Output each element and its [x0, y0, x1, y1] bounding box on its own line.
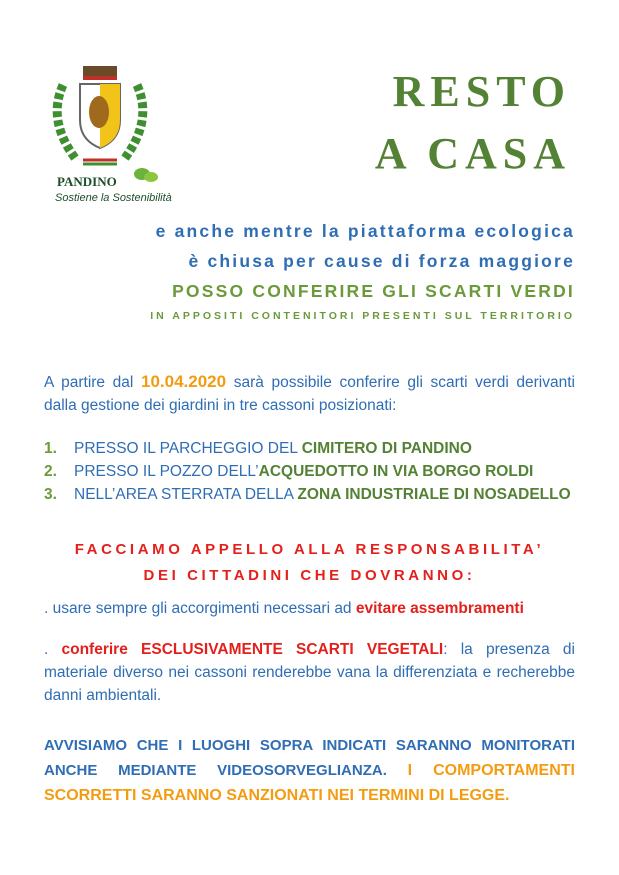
location-prefix: PRESSO IL POZZO DELL’	[74, 463, 259, 480]
logo-name: PANDINO	[57, 174, 117, 189]
subtitle-line-2: è chiusa per cause di forza maggiore	[188, 251, 575, 271]
list-item	[44, 483, 571, 506]
location-prefix: NELL’AREA STERRATA DELLA	[74, 486, 298, 503]
location-place: CIMITERO DI PANDINO	[301, 440, 472, 457]
title-line-2: A CASA	[374, 129, 571, 178]
rule-text: .	[44, 641, 62, 658]
subtitle-line-4: IN APPOSITI CONTENITORI PRESENTI SUL TERRITORIO	[150, 310, 575, 322]
warning-paragraph	[44, 733, 575, 808]
rule-1	[44, 597, 575, 620]
warning-monitoring: AVVISIAMO CHE I LUOGHI SOPRA INDICATI SARANNO MONITORATI ANCHE MEDIANTE VIDEOSORVEGLIANZA.	[44, 737, 575, 779]
list-number: 1.	[44, 440, 57, 457]
intro-paragraph	[44, 370, 575, 417]
subtitle-line-1: e anche mentre la piattaforma ecologica	[155, 221, 575, 241]
warning-sanctions: I COMPORTAMENTI SCORRETTI SARANNO SANZIONATI NEI TERMINI DI LEGGE.	[44, 762, 575, 804]
coat-of-arms-icon	[45, 60, 155, 175]
list-item	[44, 437, 571, 460]
start-date: 10.04.2020	[141, 372, 227, 391]
rule-emphasis: evitare assembramenti	[355, 600, 524, 617]
location-place: ACQUEDOTTO IN VIA BORGO ROLDI	[258, 463, 534, 480]
appeal-line-2: DEI CITTADINI CHE DOVRANNO:	[143, 567, 476, 584]
rule-emphasis: conferire ESCLUSIVAMENTE SCARTI VEGETALI	[61, 641, 444, 658]
title-line-1: RESTO	[392, 67, 571, 116]
location-prefix: PRESSO IL PARCHEGGIO DEL	[74, 440, 302, 457]
rule-text: . usare sempre gli accorgimenti necessari ad	[44, 600, 356, 617]
rule-text: : la presenza di materiale diverso nei cassoni renderebbe vana la differenziata e recherebbe danni ambientali.	[44, 641, 575, 704]
intro-pre: A partire dal	[44, 374, 134, 391]
logo-tagline: Sostiene la Sostenibilità	[55, 192, 172, 204]
list-number: 3.	[44, 486, 57, 503]
subtitle-line-3: POSSO CONFERIRE GLI SCARTI VERDI	[172, 281, 575, 301]
list-number: 2.	[44, 463, 57, 480]
appeal-line-1: FACCIAMO APPELLO ALLA RESPONSABILITA’	[74, 541, 545, 558]
logo	[40, 60, 200, 210]
intro-post: sarà possibile conferire gli scarti verdi derivanti dalla gestione dei giardini in tre cassoni posizionati:	[44, 374, 575, 414]
location-place: ZONA INDUSTRIALE DI NOSADELLO	[297, 486, 571, 503]
rule-2	[44, 638, 575, 707]
leaf-icon	[132, 166, 158, 184]
list-item	[44, 460, 571, 483]
locations-list	[44, 437, 571, 506]
